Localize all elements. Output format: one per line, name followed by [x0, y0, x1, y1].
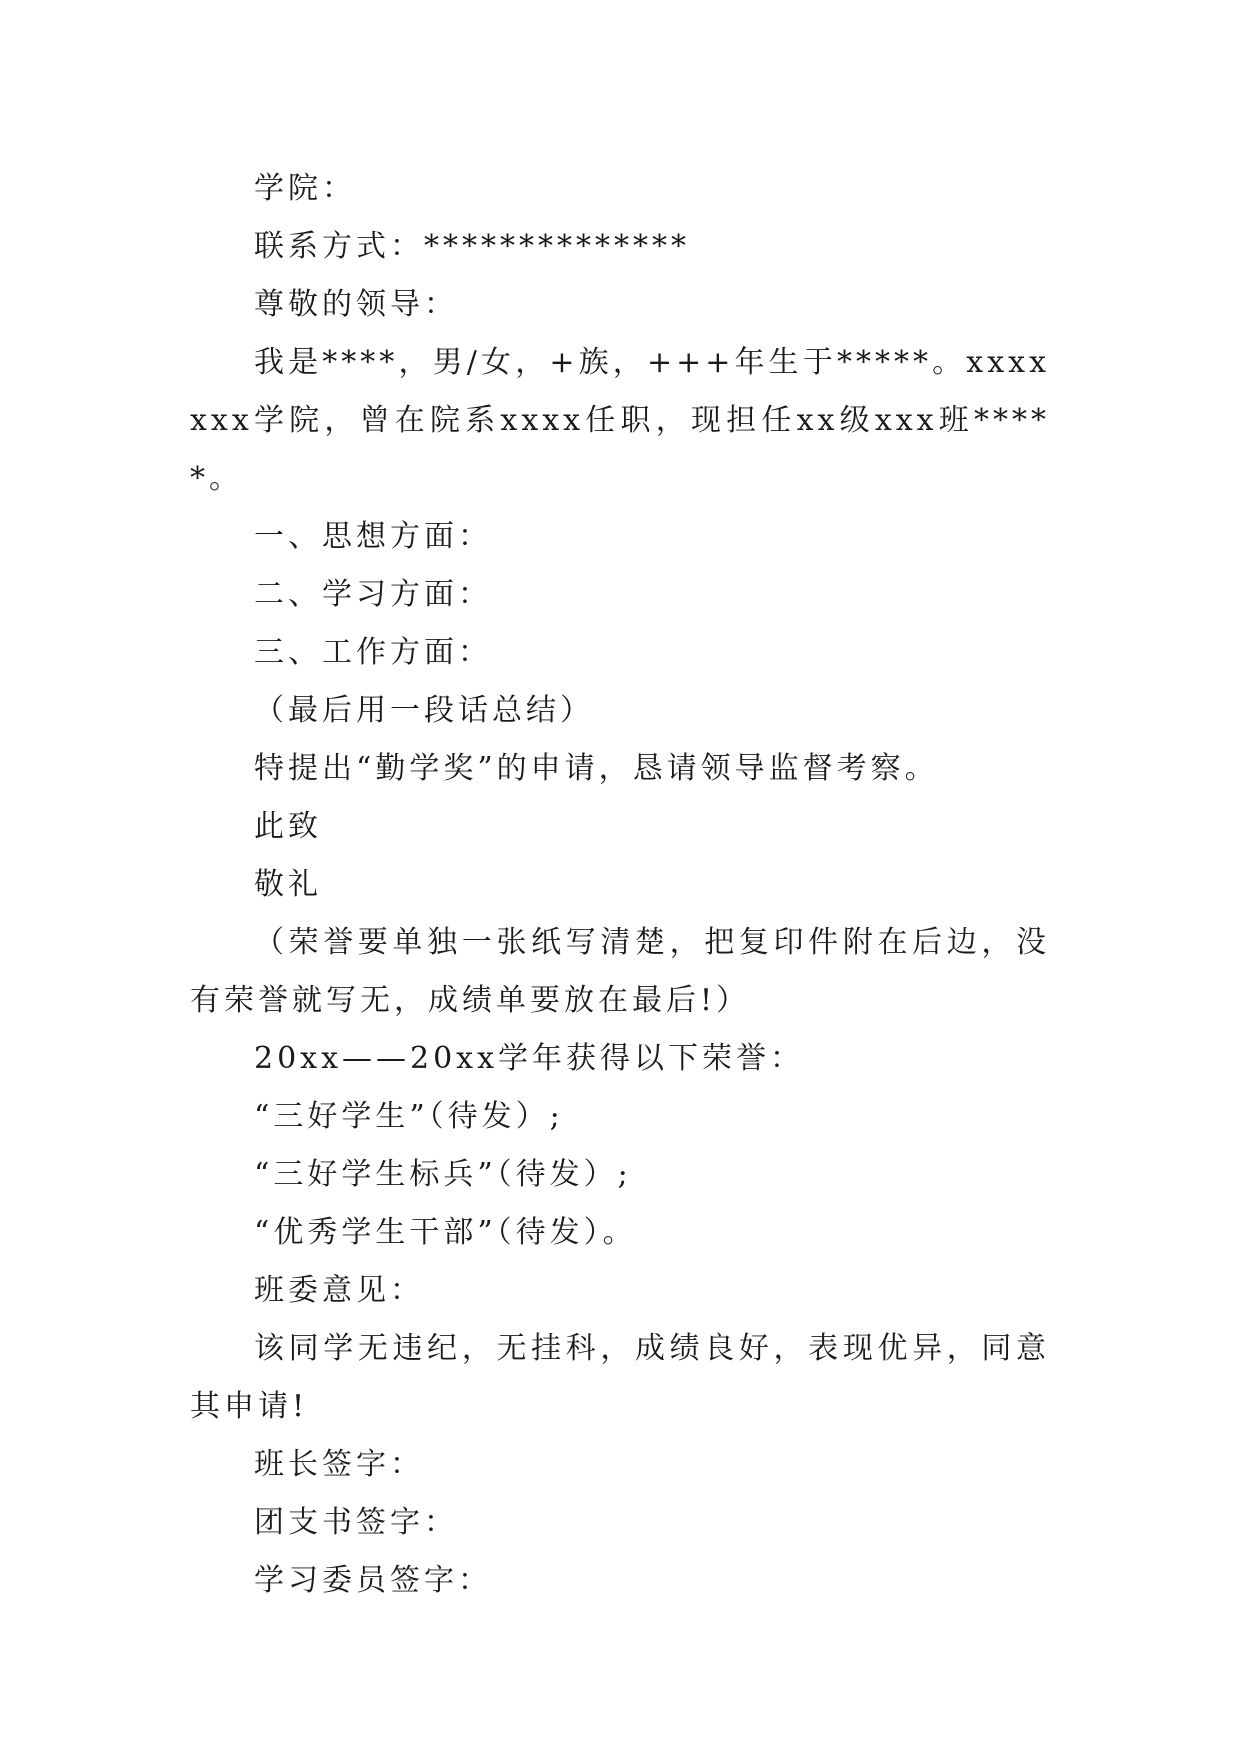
committee-opinion-heading: 班委意见：	[254, 1273, 424, 1308]
section-study: 二、学习方面：	[254, 577, 492, 612]
honors-heading: 20xx——20xx学年获得以下荣誉：	[254, 1041, 805, 1076]
application-statement: 特提出“勤学奖”的申请，恳请领导监督考察。	[254, 751, 939, 786]
closing-cizhi: 此致	[254, 809, 322, 844]
honor-item: “三好学生”（待发）;	[254, 1099, 564, 1134]
section-work: 三、工作方面：	[254, 635, 492, 670]
committee-opinion-text: 该同学无违纪，无挂科，成绩良好，表现优异，同意其申请!	[190, 1331, 1050, 1424]
honors-instruction: （荣誉要单独一张纸写清楚，把复印件附在后边，没有荣誉就写无，成绩单要放在最后!）	[190, 925, 1050, 1018]
study-committee-signature: 学习委员签字：	[254, 1563, 492, 1598]
self-introduction: 我是****，男/女，+族，+++年生于*****。xxxxxxx学院，曾在院系xxxx任职，现担任xx级xxx班*****。	[190, 345, 1050, 496]
document-body	[190, 160, 1050, 1610]
honor-item: “优秀学生干部”（待发）。	[254, 1215, 637, 1250]
league-secretary-signature: 团支书签字：	[254, 1505, 458, 1540]
college-line: 学院：	[254, 171, 356, 206]
closing-jingli: 敬礼	[254, 867, 322, 902]
salutation: 尊敬的领导：	[254, 287, 458, 322]
summary-note: （最后用一段话总结）	[254, 693, 594, 728]
contact-line: 联系方式：**************	[254, 229, 690, 264]
honor-item: “三好学生标兵”（待发）;	[254, 1157, 632, 1192]
monitor-signature: 班长签字：	[254, 1447, 424, 1482]
section-thought: 一、思想方面：	[254, 519, 492, 554]
